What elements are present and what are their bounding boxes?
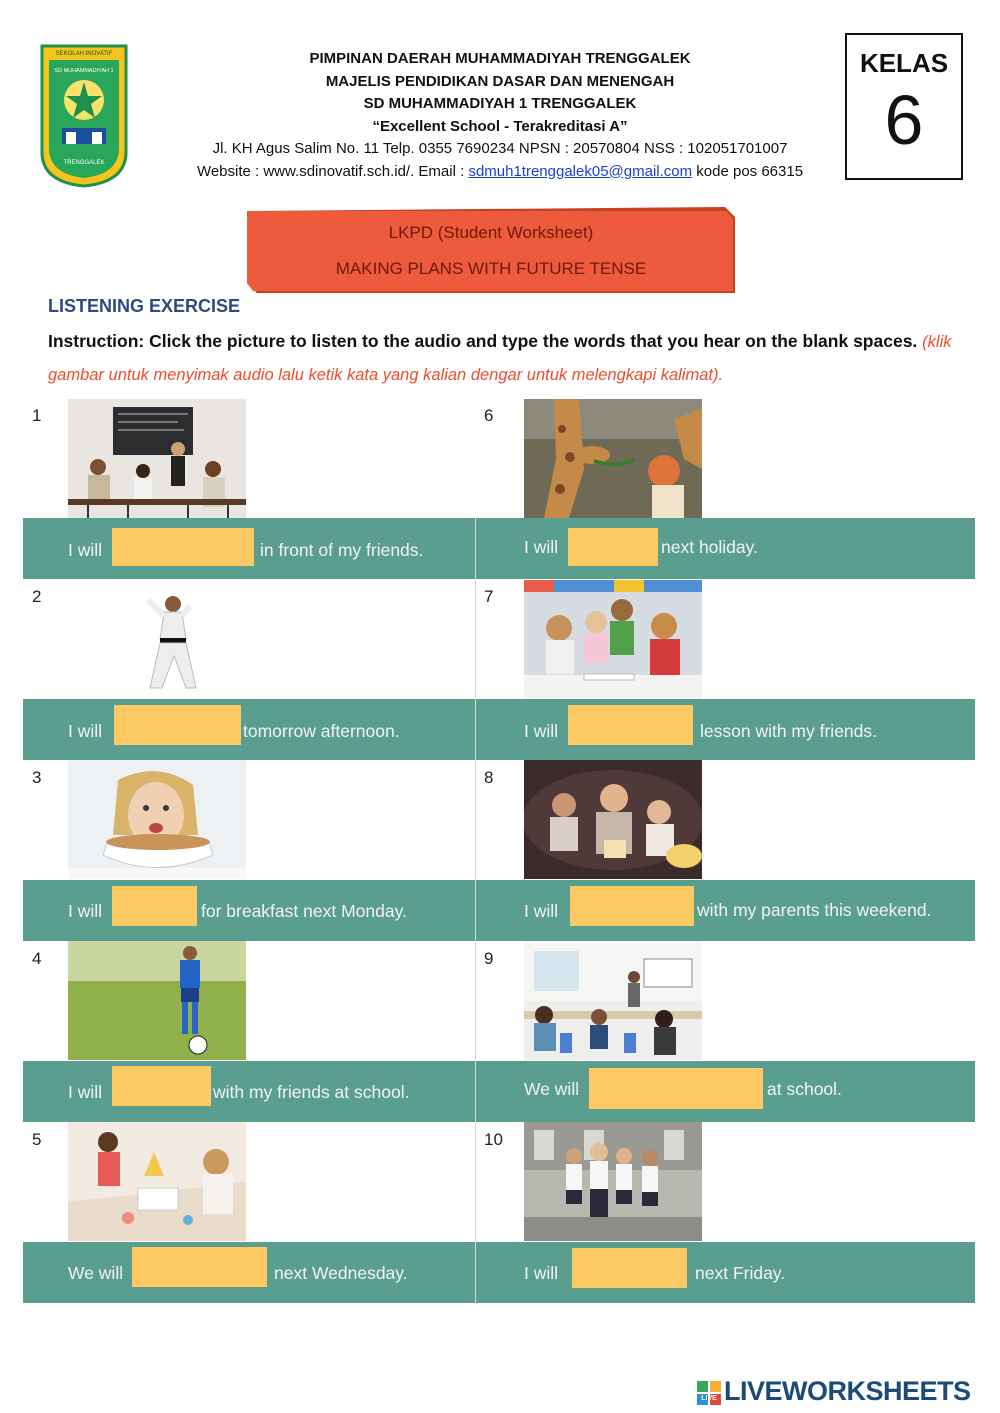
instruction	[48, 325, 968, 391]
item-number: 7	[484, 587, 494, 606]
svg-text:SEKOLAH INOVATIF: SEKOLAH INOVATIF	[55, 51, 113, 57]
item-text-before: I will	[524, 1263, 559, 1283]
item-text-after: with my friends at school.	[213, 1082, 410, 1102]
website-text: Website : www.sdinovatif.sch.id/. Email :	[196, 162, 469, 180]
item-text-before: I will	[68, 721, 103, 741]
item-text-before: I will	[68, 540, 103, 560]
letterhead-contact	[140, 161, 860, 184]
answer-blank[interactable]	[132, 1247, 267, 1287]
feeding-giraffe-picture[interactable]	[524, 399, 702, 518]
item-text-before: I will	[68, 901, 103, 921]
grade-label: KELAS	[859, 48, 949, 78]
computer-lab-picture[interactable]	[524, 941, 702, 1060]
item-text-before: I will	[524, 901, 559, 921]
banner-line-1: LKPD (Student Worksheet)	[388, 223, 594, 242]
item-number: 4	[32, 949, 42, 968]
answer-blank[interactable]	[572, 1248, 687, 1288]
answer-blank[interactable]	[112, 886, 197, 926]
svg-text:TRENGGALEK: TRENGGALEK	[63, 160, 105, 166]
item-text-before: We will	[524, 1079, 580, 1099]
item-text-after: tomorrow afternoon.	[243, 721, 400, 741]
instruction-hint: (klik gambar untuk menyimak audio lalu ketik kata yang kalian dengar untuk melengkapi kalimat).	[48, 333, 952, 384]
svg-text:LIVE: LIVE	[701, 1395, 717, 1402]
liveworksheets-logo[interactable]	[697, 1378, 997, 1410]
letterhead-address: Jl. KH Agus Salim No. 11 Telp. 0355 7690234 NPSN : 20570804 NSS : 102051701007	[212, 140, 788, 157]
students-uniform-picture[interactable]	[524, 1122, 702, 1241]
item-number: 10	[484, 1130, 503, 1149]
item-number: 9	[484, 949, 494, 968]
item-number: 2	[32, 587, 42, 606]
answer-blank[interactable]	[112, 1066, 211, 1106]
liveworksheets-wordmark: LIVEWORKSHEETS	[724, 1376, 971, 1406]
karate-picture[interactable]	[68, 580, 246, 699]
worksheet-banner	[247, 207, 735, 293]
answer-blank[interactable]	[114, 705, 241, 745]
kids-party-picture[interactable]	[68, 1122, 246, 1241]
item-text-after: with my parents this weekend.	[697, 900, 932, 920]
item-number: 1	[32, 406, 42, 425]
item-text-after: at school.	[767, 1079, 842, 1099]
school-logo	[38, 42, 130, 188]
soccer-player-picture[interactable]	[68, 941, 246, 1060]
svg-text:SD MUHAMMADIYAH 1: SD MUHAMMADIYAH 1	[54, 68, 114, 74]
group-study-picture[interactable]	[524, 580, 702, 699]
answer-blank[interactable]	[570, 886, 694, 926]
item-text-after: next holiday.	[661, 537, 758, 557]
item-text-after: next Friday.	[695, 1263, 786, 1283]
item-text-after: lesson with my friends.	[700, 721, 878, 741]
item-text-after: for breakfast next Monday.	[201, 901, 407, 921]
letterhead-line-1: PIMPINAN DAERAH MUHAMMADIYAH TRENGGALEK	[309, 50, 691, 67]
item-text-after: next Wednesday.	[274, 1263, 408, 1283]
item-number: 6	[484, 406, 494, 425]
answer-blank[interactable]	[589, 1068, 763, 1109]
letterhead-motto: “Excellent School - Terakreditasi A”	[372, 117, 628, 135]
grade-box	[845, 33, 963, 180]
family-movie-picture[interactable]	[524, 760, 702, 879]
postal-code-text: kode pos 66315	[692, 162, 804, 180]
letterhead-line-2: MAJELIS PENDIDIKAN DASAR DAN MENENGAH	[325, 72, 675, 90]
item-text-before: I will	[524, 721, 559, 741]
item-number: 3	[32, 768, 42, 787]
letterhead-line-3: SD MUHAMMADIYAH 1 TRENGGALEK	[363, 95, 637, 112]
item-text-before: I will	[524, 537, 559, 557]
item-text-before: We will	[68, 1263, 124, 1283]
banner-ribbon-shape	[247, 207, 735, 293]
item-number: 5	[32, 1130, 42, 1149]
answer-blank[interactable]	[568, 528, 658, 566]
instruction-text: Instruction: Click the picture to listen to the audio and type the words that you hear on the blank spaces.	[48, 331, 918, 351]
breakfast-cereal-picture[interactable]	[68, 760, 246, 879]
classroom-presentation-picture[interactable]	[68, 399, 246, 518]
item-number: 8	[484, 768, 494, 787]
item-text-before: I will	[68, 1082, 103, 1102]
liveworksheets-icon	[697, 1381, 721, 1405]
grade-number: 6	[884, 81, 924, 159]
item-text-after: in front of my friends.	[260, 540, 424, 560]
email-link[interactable]: sdmuh1trenggalek05@gmail.com	[468, 162, 693, 180]
answer-blank[interactable]	[112, 528, 254, 566]
section-title: LISTENING EXERCISE	[48, 296, 241, 316]
letterhead	[140, 48, 860, 183]
banner-line-2: MAKING PLANS WITH FUTURE TENSE	[335, 259, 647, 278]
answer-blank[interactable]	[568, 705, 693, 745]
